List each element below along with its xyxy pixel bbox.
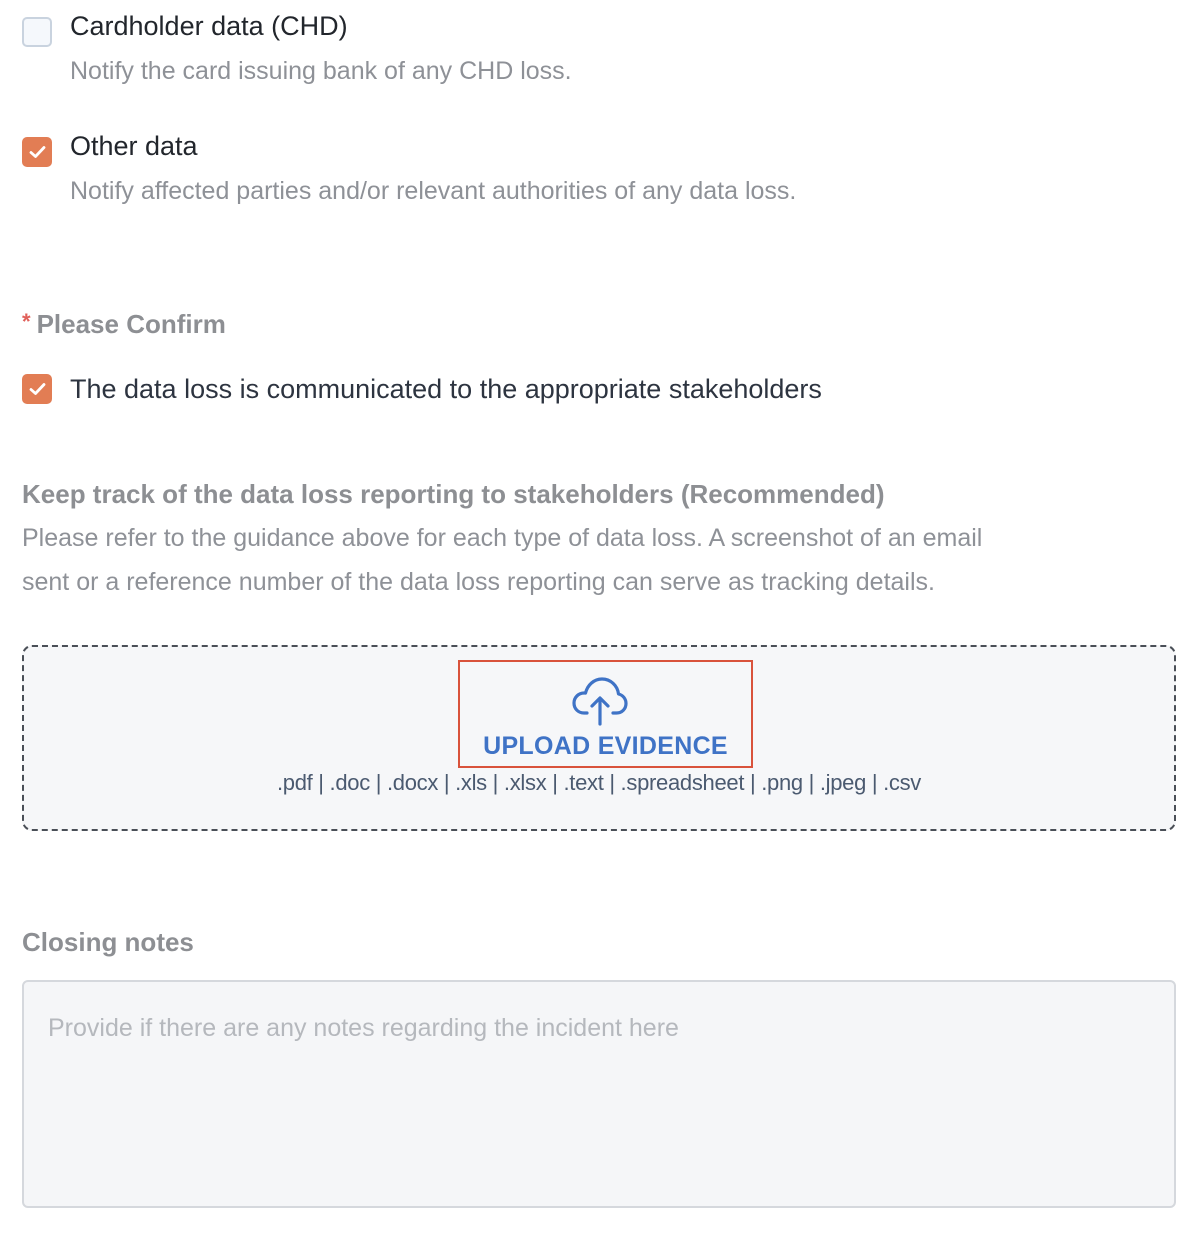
checkmark-icon	[29, 382, 46, 396]
checkmark-icon	[29, 145, 46, 159]
other-data-label: Other data	[70, 131, 198, 161]
other-data-description: Notify affected parties and/or relevant authorities of any data loss.	[70, 177, 797, 205]
accepted-file-types: .pdf | .doc | .docx | .xls | .xlsx | .text | .spreadsheet | .png | .jpeg | .csv	[276, 770, 922, 795]
required-marker: *	[22, 309, 31, 334]
confirm-title-text: Please Confirm	[36, 309, 226, 339]
upload-evidence-button[interactable]	[458, 660, 753, 768]
closing-notes-title: Closing notes	[22, 927, 194, 957]
tracking-title: Keep track of the data loss reporting to stakeholders (Recommended)	[22, 479, 885, 509]
confirm-checkbox-label: The data loss is communicated to the appropriate stakeholders	[70, 374, 822, 404]
upload-evidence-label: UPLOAD EVIDENCE	[483, 732, 728, 760]
closing-notes-input[interactable]	[22, 980, 1176, 1208]
confirm-checkbox[interactable]	[22, 374, 52, 404]
chd-description: Notify the card issuing bank of any CHD loss.	[70, 57, 572, 85]
chd-checkbox[interactable]	[22, 17, 52, 47]
tracking-description-line2: sent or a reference number of the data loss reporting can serve as tracking details.	[22, 568, 935, 596]
cloud-upload-icon	[572, 674, 628, 726]
confirm-title	[22, 307, 226, 339]
other-data-checkbox[interactable]	[22, 137, 52, 167]
tracking-description-line1: Please refer to the guidance above for each type of data loss. A screenshot of an email	[22, 524, 983, 552]
chd-label: Cardholder data (CHD)	[70, 11, 348, 41]
